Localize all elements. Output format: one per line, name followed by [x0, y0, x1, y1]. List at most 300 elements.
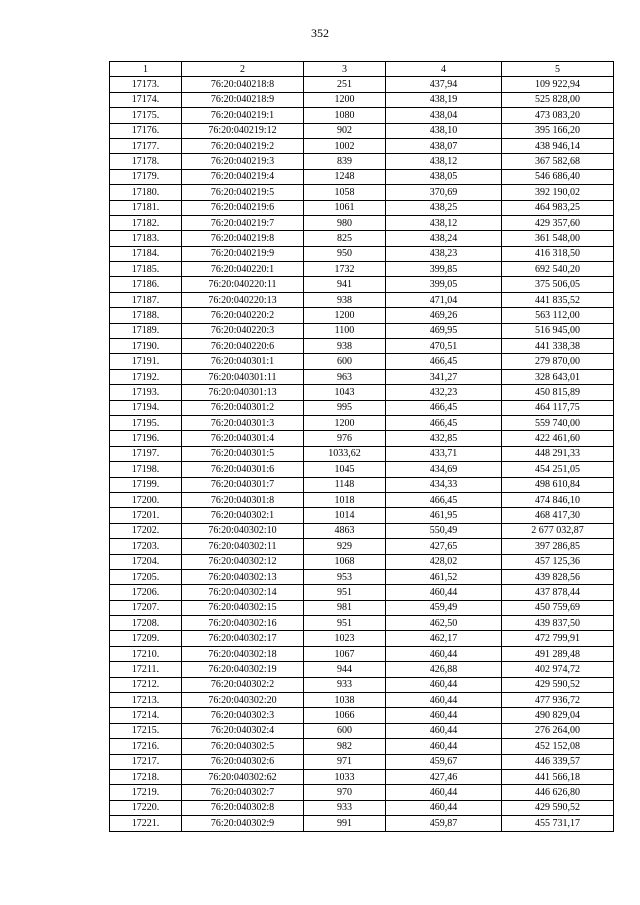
table-row	[110, 323, 614, 338]
table-row	[110, 585, 614, 600]
table-row	[110, 693, 614, 708]
row-number-cell: 17175.	[110, 108, 182, 123]
table-row	[110, 600, 614, 615]
table-row	[110, 231, 614, 246]
rate-cell: 466,45	[386, 415, 502, 430]
value-cell: 546 686,40	[502, 169, 614, 184]
cadastral-number-cell: 76:20:040301:13	[182, 385, 304, 400]
table-row	[110, 569, 614, 584]
value-cell: 392 190,02	[502, 185, 614, 200]
table-row	[110, 292, 614, 307]
rate-cell: 432,23	[386, 385, 502, 400]
row-number-cell: 17178.	[110, 154, 182, 169]
row-number-cell: 17201.	[110, 508, 182, 523]
rate-cell: 459,49	[386, 600, 502, 615]
cadastral-number-cell: 76:20:040302:8	[182, 800, 304, 815]
page-number: 352	[311, 26, 329, 40]
area-cell: 991	[304, 816, 386, 831]
area-cell: 941	[304, 277, 386, 292]
row-number-cell: 17203.	[110, 539, 182, 554]
value-cell: 441 835,52	[502, 292, 614, 307]
area-cell: 1732	[304, 262, 386, 277]
cadastral-number-cell: 76:20:040302:18	[182, 646, 304, 661]
cadastral-number-cell: 76:20:040302:2	[182, 677, 304, 692]
area-cell: 4863	[304, 523, 386, 538]
cadastral-number-cell: 76:20:040220:11	[182, 277, 304, 292]
value-cell: 375 506,05	[502, 277, 614, 292]
cadastral-number-cell: 76:20:040301:1	[182, 354, 304, 369]
value-cell: 439 828,56	[502, 569, 614, 584]
row-number-cell: 17197.	[110, 446, 182, 461]
row-number-cell: 17194.	[110, 400, 182, 415]
table-row	[110, 477, 614, 492]
cadastral-number-cell: 76:20:040218:8	[182, 77, 304, 92]
rate-cell: 426,88	[386, 662, 502, 677]
rate-cell: 433,71	[386, 446, 502, 461]
table-row	[110, 646, 614, 661]
cadastral-number-cell: 76:20:040302:19	[182, 662, 304, 677]
area-cell: 929	[304, 539, 386, 554]
table-row	[110, 108, 614, 123]
rate-cell: 438,24	[386, 231, 502, 246]
value-cell: 429 590,52	[502, 800, 614, 815]
area-cell: 951	[304, 616, 386, 631]
value-cell: 416 318,50	[502, 246, 614, 261]
cadastral-number-cell: 76:20:040220:2	[182, 308, 304, 323]
area-cell: 902	[304, 123, 386, 138]
value-cell: 441 338,38	[502, 339, 614, 354]
rate-cell: 460,44	[386, 708, 502, 723]
value-cell: 279 870,00	[502, 354, 614, 369]
table-row	[110, 523, 614, 538]
column-header: 2	[182, 62, 304, 77]
cadastral-number-cell: 76:20:040220:6	[182, 339, 304, 354]
rate-cell: 432,85	[386, 431, 502, 446]
rate-cell: 438,19	[386, 92, 502, 107]
row-number-cell: 17174.	[110, 92, 182, 107]
value-cell: 446 339,57	[502, 754, 614, 769]
area-cell: 981	[304, 600, 386, 615]
cadastral-number-cell: 76:20:040302:12	[182, 554, 304, 569]
area-cell: 1061	[304, 200, 386, 215]
cadastral-number-cell: 76:20:040219:1	[182, 108, 304, 123]
row-number-cell: 17214.	[110, 708, 182, 723]
table-row	[110, 246, 614, 261]
table-row	[110, 339, 614, 354]
value-cell: 468 417,30	[502, 508, 614, 523]
table-row	[110, 308, 614, 323]
row-number-cell: 17190.	[110, 339, 182, 354]
value-cell: 448 291,33	[502, 446, 614, 461]
column-header: 1	[110, 62, 182, 77]
rate-cell: 460,44	[386, 693, 502, 708]
area-cell: 1018	[304, 492, 386, 507]
area-cell: 1014	[304, 508, 386, 523]
value-cell: 452 152,08	[502, 739, 614, 754]
row-number-cell: 17177.	[110, 138, 182, 153]
row-number-cell: 17213.	[110, 693, 182, 708]
row-number-cell: 17189.	[110, 323, 182, 338]
rate-cell: 459,67	[386, 754, 502, 769]
rate-cell: 428,02	[386, 554, 502, 569]
rate-cell: 550,49	[386, 523, 502, 538]
row-number-cell: 17212.	[110, 677, 182, 692]
rate-cell: 470,51	[386, 339, 502, 354]
row-number-cell: 17179.	[110, 169, 182, 184]
value-cell: 328 643,01	[502, 369, 614, 384]
value-cell: 473 083,20	[502, 108, 614, 123]
cadastral-number-cell: 76:20:040302:16	[182, 616, 304, 631]
cadastral-number-cell: 76:20:040302:10	[182, 523, 304, 538]
table-row	[110, 185, 614, 200]
area-cell: 971	[304, 754, 386, 769]
value-cell: 2 677 032,87	[502, 523, 614, 538]
table-row	[110, 800, 614, 815]
value-cell: 450 759,69	[502, 600, 614, 615]
area-cell: 825	[304, 231, 386, 246]
rate-cell: 469,95	[386, 323, 502, 338]
area-cell: 600	[304, 723, 386, 738]
row-number-cell: 17202.	[110, 523, 182, 538]
rate-cell: 438,10	[386, 123, 502, 138]
area-cell: 1043	[304, 385, 386, 400]
rate-cell: 466,45	[386, 400, 502, 415]
rate-cell: 460,44	[386, 646, 502, 661]
area-cell: 1033	[304, 769, 386, 784]
area-cell: 251	[304, 77, 386, 92]
area-cell: 1023	[304, 631, 386, 646]
cadastral-number-cell: 76:20:040302:14	[182, 585, 304, 600]
area-cell: 938	[304, 292, 386, 307]
value-cell: 402 974,72	[502, 662, 614, 677]
cadastral-number-cell: 76:20:040219:3	[182, 154, 304, 169]
area-cell: 1002	[304, 138, 386, 153]
rate-cell: 434,33	[386, 477, 502, 492]
table-row	[110, 492, 614, 507]
table-row	[110, 739, 614, 754]
value-cell: 438 946,14	[502, 138, 614, 153]
cadastral-number-cell: 76:20:040219:4	[182, 169, 304, 184]
area-cell: 1045	[304, 462, 386, 477]
rate-cell: 462,17	[386, 631, 502, 646]
value-cell: 441 566,18	[502, 769, 614, 784]
row-number-cell: 17185.	[110, 262, 182, 277]
table-row	[110, 539, 614, 554]
cadastral-number-cell: 76:20:040302:4	[182, 723, 304, 738]
cadastral-number-cell: 76:20:040302:5	[182, 739, 304, 754]
row-number-cell: 17176.	[110, 123, 182, 138]
value-cell: 457 125,36	[502, 554, 614, 569]
area-cell: 600	[304, 354, 386, 369]
area-cell: 1248	[304, 169, 386, 184]
cadastral-number-cell: 76:20:040302:15	[182, 600, 304, 615]
row-number-cell: 17207.	[110, 600, 182, 615]
row-number-cell: 17205.	[110, 569, 182, 584]
cadastral-number-cell: 76:20:040219:2	[182, 138, 304, 153]
row-number-cell: 17218.	[110, 769, 182, 784]
cadastral-number-cell: 76:20:040301:2	[182, 400, 304, 415]
cadastral-number-cell: 76:20:040219:5	[182, 185, 304, 200]
table-row	[110, 631, 614, 646]
value-cell: 516 945,00	[502, 323, 614, 338]
row-number-cell: 17211.	[110, 662, 182, 677]
cadastral-number-cell: 76:20:040302:9	[182, 816, 304, 831]
table-row	[110, 662, 614, 677]
cadastral-number-cell: 76:20:040302:6	[182, 754, 304, 769]
row-number-cell: 17187.	[110, 292, 182, 307]
cadastral-number-cell: 76:20:040301:5	[182, 446, 304, 461]
rate-cell: 438,12	[386, 154, 502, 169]
rate-cell: 460,44	[386, 585, 502, 600]
value-cell: 437 878,44	[502, 585, 614, 600]
cadastral-number-cell: 76:20:040302:7	[182, 785, 304, 800]
area-cell: 1038	[304, 693, 386, 708]
table-row	[110, 677, 614, 692]
cadastral-number-cell: 76:20:040302:11	[182, 539, 304, 554]
table-row	[110, 354, 614, 369]
value-cell: 450 815,89	[502, 385, 614, 400]
area-cell: 976	[304, 431, 386, 446]
value-cell: 474 846,10	[502, 492, 614, 507]
column-header: 4	[386, 62, 502, 77]
table-row	[110, 215, 614, 230]
area-cell: 1200	[304, 415, 386, 430]
rate-cell: 460,44	[386, 723, 502, 738]
area-cell: 933	[304, 677, 386, 692]
value-cell: 491 289,48	[502, 646, 614, 661]
cadastral-number-cell: 76:20:040219:12	[182, 123, 304, 138]
row-number-cell: 17180.	[110, 185, 182, 200]
row-number-cell: 17183.	[110, 231, 182, 246]
table-row	[110, 723, 614, 738]
cadastral-number-cell: 76:20:040301:4	[182, 431, 304, 446]
row-number-cell: 17198.	[110, 462, 182, 477]
value-cell: 109 922,94	[502, 77, 614, 92]
rate-cell: 459,87	[386, 816, 502, 831]
column-header: 5	[502, 62, 614, 77]
value-cell: 429 357,60	[502, 215, 614, 230]
value-cell: 464 117,75	[502, 400, 614, 415]
cadastral-number-cell: 76:20:040301:11	[182, 369, 304, 384]
row-number-cell: 17173.	[110, 77, 182, 92]
area-cell: 1067	[304, 646, 386, 661]
table-row	[110, 769, 614, 784]
table-row	[110, 462, 614, 477]
table-row	[110, 785, 614, 800]
value-cell: 477 936,72	[502, 693, 614, 708]
row-number-cell: 17216.	[110, 739, 182, 754]
cadastral-number-cell: 76:20:040220:1	[182, 262, 304, 277]
value-cell: 525 828,00	[502, 92, 614, 107]
value-cell: 422 461,60	[502, 431, 614, 446]
cadastral-number-cell: 76:20:040302:62	[182, 769, 304, 784]
rate-cell: 438,05	[386, 169, 502, 184]
rate-cell: 438,04	[386, 108, 502, 123]
cadastral-number-cell: 76:20:040219:8	[182, 231, 304, 246]
rate-cell: 399,05	[386, 277, 502, 292]
table-header	[110, 62, 614, 77]
area-cell: 1200	[304, 308, 386, 323]
area-cell: 951	[304, 585, 386, 600]
rate-cell: 460,44	[386, 800, 502, 815]
row-number-cell: 17219.	[110, 785, 182, 800]
row-number-cell: 17188.	[110, 308, 182, 323]
area-cell: 1200	[304, 92, 386, 107]
area-cell: 963	[304, 369, 386, 384]
value-cell: 472 799,91	[502, 631, 614, 646]
value-cell: 498 610,84	[502, 477, 614, 492]
area-cell: 982	[304, 739, 386, 754]
area-cell: 1033,62	[304, 446, 386, 461]
cadastral-number-cell: 76:20:040302:20	[182, 693, 304, 708]
area-cell: 839	[304, 154, 386, 169]
area-cell: 1080	[304, 108, 386, 123]
area-cell: 1066	[304, 708, 386, 723]
rate-cell: 460,44	[386, 785, 502, 800]
table-row	[110, 816, 614, 831]
row-number-cell: 17217.	[110, 754, 182, 769]
table-row	[110, 369, 614, 384]
row-number-cell: 17208.	[110, 616, 182, 631]
rate-cell: 341,27	[386, 369, 502, 384]
table-row	[110, 415, 614, 430]
area-cell: 1148	[304, 477, 386, 492]
value-cell: 397 286,85	[502, 539, 614, 554]
row-number-cell: 17192.	[110, 369, 182, 384]
table-row	[110, 385, 614, 400]
cadastral-number-cell: 76:20:040219:7	[182, 215, 304, 230]
row-number-cell: 17209.	[110, 631, 182, 646]
table-row	[110, 277, 614, 292]
table-row	[110, 431, 614, 446]
area-cell: 950	[304, 246, 386, 261]
rate-cell: 438,25	[386, 200, 502, 215]
value-cell: 490 829,04	[502, 708, 614, 723]
rate-cell: 460,44	[386, 739, 502, 754]
area-cell: 944	[304, 662, 386, 677]
rate-cell: 438,07	[386, 138, 502, 153]
value-cell: 367 582,68	[502, 154, 614, 169]
rate-cell: 466,45	[386, 492, 502, 507]
rate-cell: 462,50	[386, 616, 502, 631]
row-number-cell: 17210.	[110, 646, 182, 661]
row-number-cell: 17195.	[110, 415, 182, 430]
rate-cell: 434,69	[386, 462, 502, 477]
value-cell: 563 112,00	[502, 308, 614, 323]
row-number-cell: 17181.	[110, 200, 182, 215]
area-cell: 995	[304, 400, 386, 415]
row-number-cell: 17184.	[110, 246, 182, 261]
table-row	[110, 446, 614, 461]
table-row	[110, 508, 614, 523]
area-cell: 953	[304, 569, 386, 584]
value-cell: 429 590,52	[502, 677, 614, 692]
area-cell: 938	[304, 339, 386, 354]
row-number-cell: 17186.	[110, 277, 182, 292]
table-row	[110, 200, 614, 215]
cadastral-number-cell: 76:20:040218:9	[182, 92, 304, 107]
area-cell: 1058	[304, 185, 386, 200]
row-number-cell: 17206.	[110, 585, 182, 600]
table-row	[110, 262, 614, 277]
table-row	[110, 138, 614, 153]
value-cell: 455 731,17	[502, 816, 614, 831]
area-cell: 970	[304, 785, 386, 800]
cadastral-number-cell: 76:20:040302:1	[182, 508, 304, 523]
rate-cell: 438,23	[386, 246, 502, 261]
cadastral-number-cell: 76:20:040301:7	[182, 477, 304, 492]
rate-cell: 461,52	[386, 569, 502, 584]
value-cell: 395 166,20	[502, 123, 614, 138]
row-number-cell: 17182.	[110, 215, 182, 230]
table-row	[110, 123, 614, 138]
rate-cell: 427,65	[386, 539, 502, 554]
rate-cell: 466,45	[386, 354, 502, 369]
area-cell: 1100	[304, 323, 386, 338]
rate-cell: 437,94	[386, 77, 502, 92]
row-number-cell: 17196.	[110, 431, 182, 446]
value-cell: 464 983,25	[502, 200, 614, 215]
cadastral-number-cell: 76:20:040220:13	[182, 292, 304, 307]
value-cell: 446 626,80	[502, 785, 614, 800]
table-row	[110, 169, 614, 184]
rate-cell: 399,85	[386, 262, 502, 277]
rate-cell: 438,12	[386, 215, 502, 230]
table-body	[110, 77, 614, 831]
column-header: 3	[304, 62, 386, 77]
row-number-cell: 17191.	[110, 354, 182, 369]
cadastral-number-cell: 76:20:040219:6	[182, 200, 304, 215]
table-row	[110, 554, 614, 569]
area-cell: 1068	[304, 554, 386, 569]
cadastral-number-cell: 76:20:040220:3	[182, 323, 304, 338]
rate-cell: 469,26	[386, 308, 502, 323]
cadastral-number-cell: 76:20:040302:17	[182, 631, 304, 646]
rate-cell: 427,46	[386, 769, 502, 784]
row-number-cell: 17204.	[110, 554, 182, 569]
row-number-cell: 17220.	[110, 800, 182, 815]
value-cell: 692 540,20	[502, 262, 614, 277]
table-row	[110, 708, 614, 723]
table-row	[110, 92, 614, 107]
cadastral-number-cell: 76:20:040302:3	[182, 708, 304, 723]
table-row	[110, 754, 614, 769]
value-cell: 361 548,00	[502, 231, 614, 246]
table-row	[110, 616, 614, 631]
header-row	[110, 62, 614, 77]
value-cell: 439 837,50	[502, 616, 614, 631]
rate-cell: 471,04	[386, 292, 502, 307]
value-cell: 454 251,05	[502, 462, 614, 477]
row-number-cell: 17215.	[110, 723, 182, 738]
cadastral-number-cell: 76:20:040301:6	[182, 462, 304, 477]
row-number-cell: 17199.	[110, 477, 182, 492]
row-number-cell: 17200.	[110, 492, 182, 507]
table-row	[110, 400, 614, 415]
area-cell: 933	[304, 800, 386, 815]
cadastral-number-cell: 76:20:040219:9	[182, 246, 304, 261]
rate-cell: 460,44	[386, 677, 502, 692]
cadastral-number-cell: 76:20:040301:8	[182, 492, 304, 507]
cadastral-number-cell: 76:20:040301:3	[182, 415, 304, 430]
value-cell: 276 264,00	[502, 723, 614, 738]
cadastral-number-cell: 76:20:040302:13	[182, 569, 304, 584]
value-cell: 559 740,00	[502, 415, 614, 430]
table-row	[110, 77, 614, 92]
row-number-cell: 17193.	[110, 385, 182, 400]
rate-cell: 370,69	[386, 185, 502, 200]
rate-cell: 461,95	[386, 508, 502, 523]
